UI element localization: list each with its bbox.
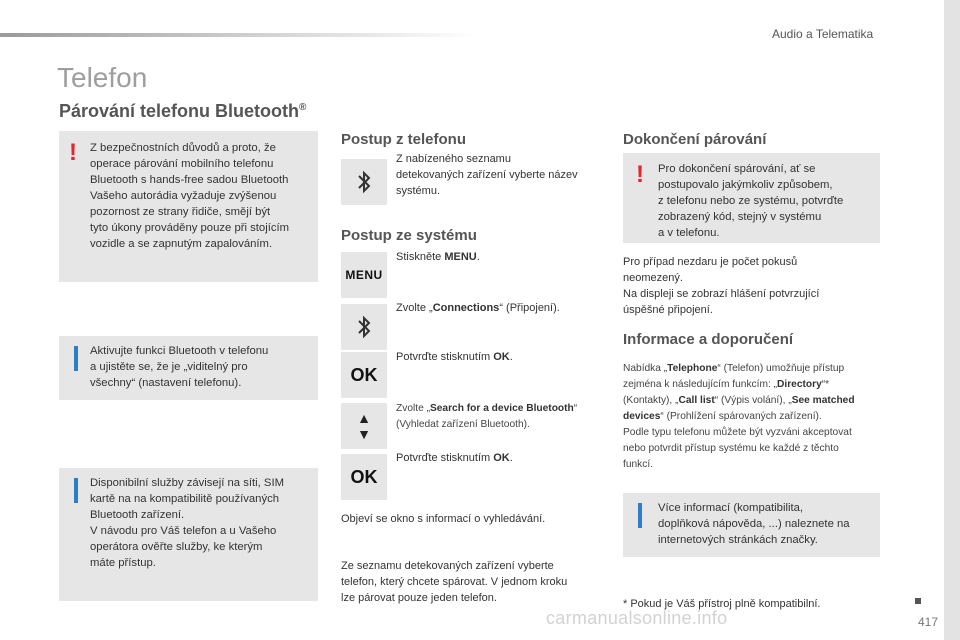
heading-phone-procedure: Postup z telefonu — [341, 131, 466, 148]
failure-note: Pro případ nezdaru je počet pokusů neomezený. Na displeji se zobrazí hlášení potvrzující úspěšné připojení. — [623, 256, 820, 316]
compatibility-footnote: * Pokud je Váš přístroj plně kompatibilní. — [623, 598, 821, 610]
bluetooth-icon — [341, 304, 387, 350]
services-info-box — [59, 468, 318, 601]
bluetooth-activation-box — [59, 336, 318, 400]
phone-step-text: Z nabízeného seznamu detekovaných zařízení vyberte název systému. — [396, 153, 578, 197]
up-arrow-icon: ▲ — [357, 410, 371, 426]
ok-button-icon: OK — [341, 454, 387, 500]
step-press-menu: Stiskněte MENU. — [396, 251, 480, 263]
warning-icon: ! — [69, 139, 77, 166]
services-info-text: Disponibilní služby závisejí na síti, SIM kartě na na kompatibilitě používaných Bluetooth zařízení. V návodu pro Váš telefon a u Vašeho operátora ověřte služby, ke kterým máte přístup. — [90, 477, 285, 569]
info-icon — [74, 478, 78, 503]
ok-button-icon: OK — [341, 352, 387, 398]
page-dot — [915, 598, 921, 604]
heading-system-procedure: Postup ze systému — [341, 227, 477, 244]
more-info-box — [623, 493, 880, 557]
search-window-note: Objeví se okno s informací o vyhledávání. — [341, 513, 546, 525]
page-edge-bar — [944, 0, 960, 640]
heading-finish-pairing: Dokončení párování — [623, 131, 767, 148]
info-icon — [74, 346, 78, 371]
step-confirm-ok: Potvrďte stisknutím OK. — [396, 351, 513, 363]
warning-icon: ! — [636, 161, 644, 188]
bluetooth-icon — [341, 159, 387, 205]
page-subtitle: Párování telefonu Bluetooth® — [59, 101, 307, 121]
safety-warning-text: Z bezpečnostních důvodů a proto, že operace párování mobilního telefonu Bluetooth s hands-free sadou Bluetooth Vašeho autorádia vyžaduje zvýšenou pozornost ze strany řidiče, smějí být tyto úkony prováděny pouze při stojícím vozidle a se zapnutým zapalováním. — [90, 142, 290, 250]
heading-info-recommendations: Informace a doporučení — [623, 331, 794, 348]
info-icon — [638, 503, 642, 528]
step-select-connections: Zvolte „Connections“ (Připojení). — [396, 302, 560, 314]
header-rule — [0, 33, 480, 37]
up-down-arrows-icon — [341, 403, 387, 449]
menu-button-icon: MENU — [341, 252, 387, 298]
section-label: Audio a Telematika — [772, 27, 874, 41]
telephone-menu-info: Nabídka „Telephone“ (Telefon) umožňuje přístup zejména k následujícím funkcím: „Directory“* (Kontakty), „Call list“ (Výpis volání), „See matched devices“ (Prohlížení spárovaných zařízení). Podle typu telefonu můžete být vyzváni akceptovat nebo potvrdit přístup systému ke každé z těchto funkcí. — [623, 363, 855, 470]
registered-mark: ® — [299, 102, 307, 113]
more-info-text: Více informací (kompatibilita, doplňková nápověda, ...) naleznete na internetových stránkách značky. — [658, 502, 850, 546]
watermark: carmanualsonline.info — [546, 608, 728, 628]
down-arrow-icon: ▼ — [357, 426, 371, 442]
finish-pairing-warning-box — [623, 153, 880, 243]
step-search-device: Zvolte „Search for a device Bluetooth“ (Vyhledat zařízení Bluetooth). — [396, 403, 578, 430]
page-title: Telefon — [57, 62, 148, 93]
page-number: 417 — [918, 615, 939, 629]
select-phone-note: Ze seznamu detekovaných zařízení vyberte telefon, který chcete spárovat. V jednom kroku lze párovat pouze jeden telefon. — [341, 560, 568, 604]
finish-pairing-warning-text: Pro dokončení spárování, ať se postupovalo jakýmkoliv způsobem, z telefonu nebo ze systému, potvrďte zobrazený kód, stejný v systému a v telefonu. — [658, 163, 844, 239]
safety-warning-box — [59, 131, 318, 282]
bluetooth-activation-text: Aktivujte funkci Bluetooth v telefonu a ujistěte se, že je „viditelný pro všechny“ (nastavení telefonu). — [90, 345, 269, 389]
step-confirm-ok-2: Potvrďte stisknutím OK. — [396, 452, 513, 464]
